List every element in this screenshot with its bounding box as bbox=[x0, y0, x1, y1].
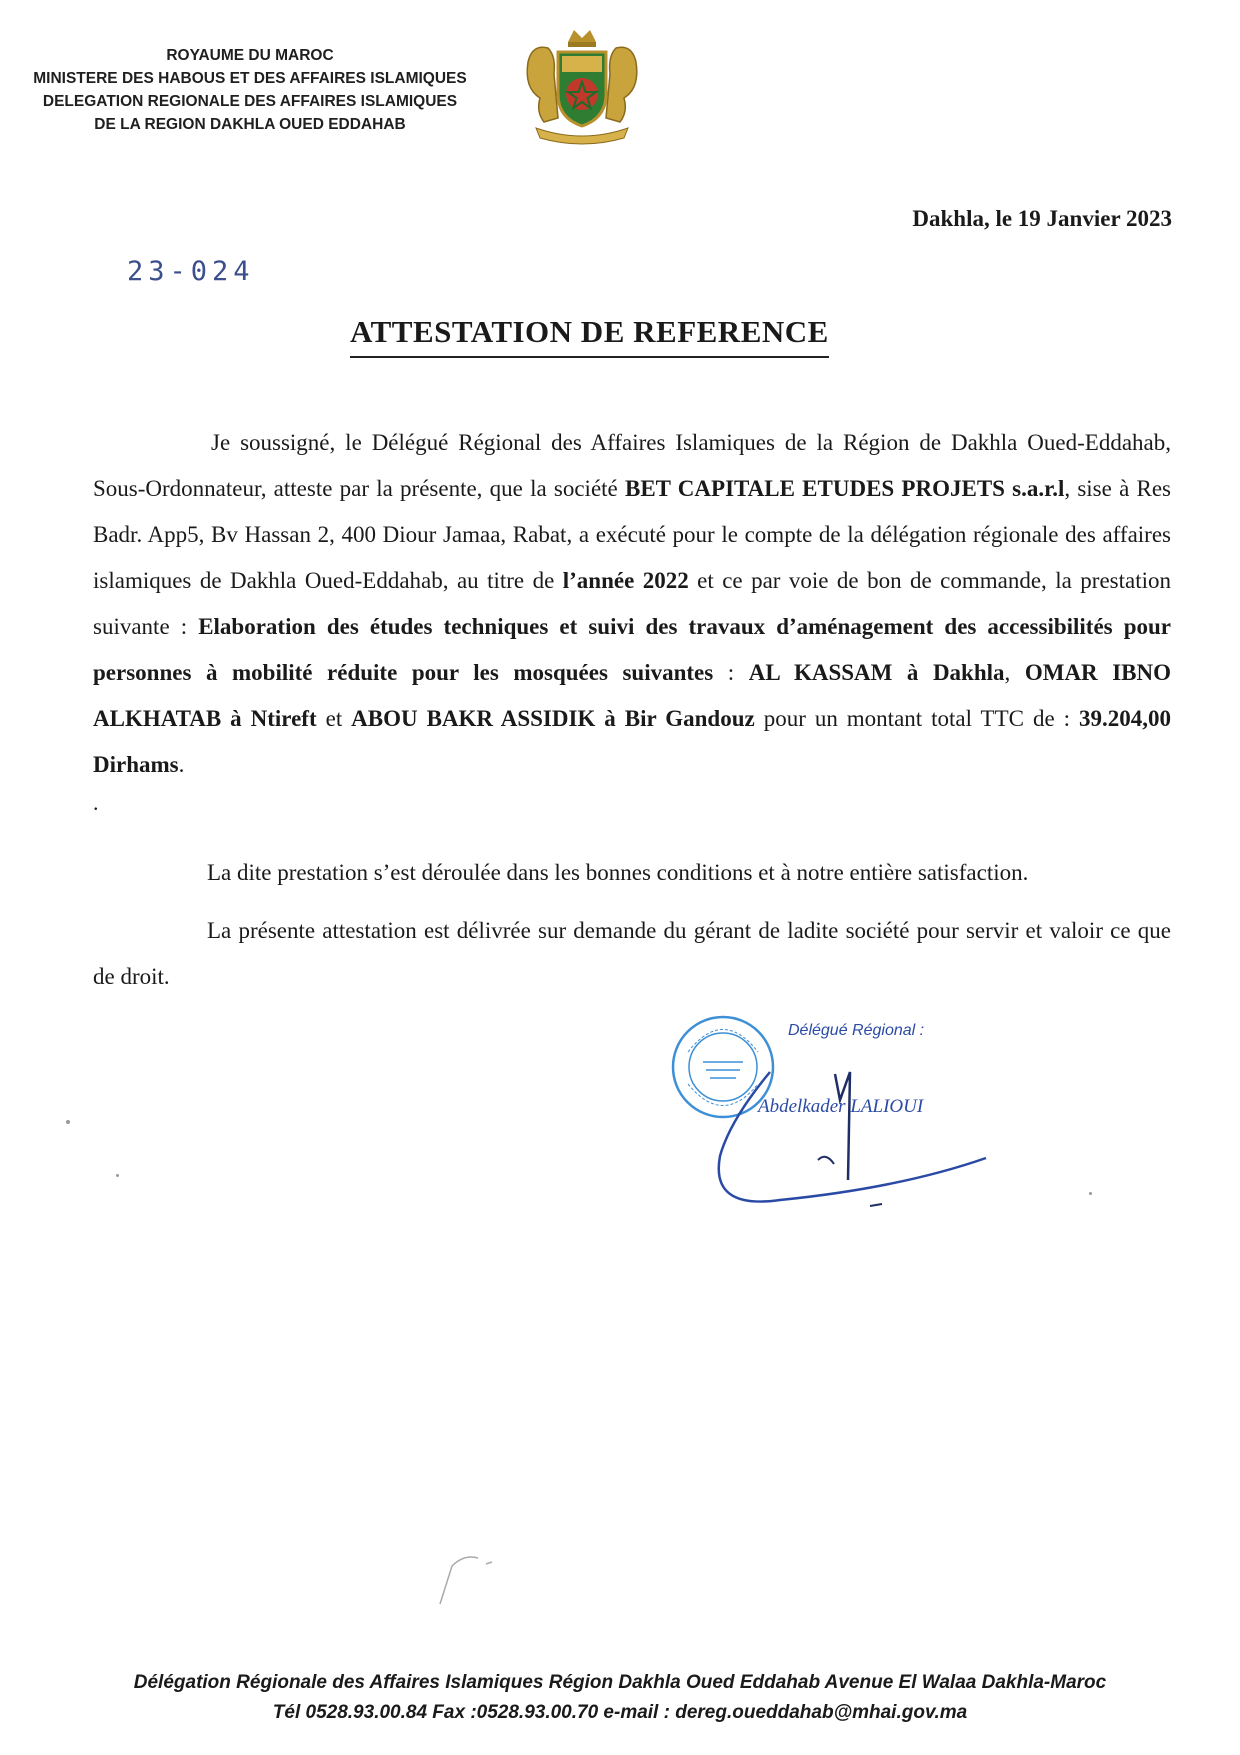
fiscal-year: l’année 2022 bbox=[562, 568, 689, 593]
stray-mark: . bbox=[93, 790, 99, 815]
letterhead-region: DE LA REGION DAKHLA OUED EDDAHAB bbox=[94, 116, 406, 133]
reference-number: 23-024 bbox=[127, 256, 255, 287]
service-description: Elaboration des études techniques et suivi des travaux d’aménagement des accessibilités pour personnes à mobilité réduite pour les mosquées suivantes bbox=[93, 614, 1171, 685]
p1-text-3: et ce par voie de bon de commande, la prestation suivante : bbox=[93, 568, 1171, 639]
attestation-paragraph-3: La présente attestation est délivrée sur demande du gérant de ladite société pour servir et valoir ce que de droit. bbox=[93, 918, 1171, 989]
p1-text-6: et bbox=[316, 706, 352, 731]
attestation-paragraph-2: La dite prestation s’est déroulée dans les bonnes conditions et à notre entière satisfaction. bbox=[207, 860, 1029, 885]
scan-speck bbox=[116, 1174, 119, 1177]
footer-address: Délégation Régionale des Affaires Islamiques Région Dakhla Oued Eddahab Avenue El Walaa Dakhla-Maroc bbox=[133, 1672, 1107, 1693]
total-amount: 39.204,00 Dirhams bbox=[93, 706, 1171, 777]
signatory-title: Délégué Régional : bbox=[788, 1022, 925, 1039]
scan-speck bbox=[66, 1120, 70, 1124]
p1-text-8: . bbox=[178, 752, 185, 777]
footer-contact: Tél 0528.93.00.84 Fax :0528.93.00.70 e-mail : dereg.oueddahab@mhai.gov.ma bbox=[272, 1702, 968, 1723]
letterhead bbox=[30, 44, 470, 136]
company-suffix: s.a.r.l bbox=[1004, 476, 1065, 501]
royal-coat-of-arms-icon bbox=[518, 22, 646, 150]
letterhead-kingdom: ROYAUME DU MAROC bbox=[166, 47, 334, 64]
document-date: Dakhla, le 19 Janvier 2023 bbox=[912, 206, 1172, 231]
document-title: ATTESTATION DE REFERENCE bbox=[350, 314, 829, 358]
p1-text-1: Je soussigné, le Délégué Régional des Affaires Islamiques de la Région de Dakhla Oued-Eddahab, Sous-Ordonnateur, atteste par la présente, que la société bbox=[93, 430, 1171, 501]
company-name: BET CAPITALE ETUDES PROJETS bbox=[624, 476, 1005, 501]
signatory-name: Abdelkader LALIOUI bbox=[758, 1096, 924, 1117]
p1-text-7: pour un montant total TTC de : bbox=[754, 706, 1079, 731]
mosque-1: AL KASSAM à Dakhla bbox=[748, 660, 1005, 685]
scan-speck bbox=[1089, 1192, 1092, 1195]
attestation-paragraph-1 bbox=[93, 420, 1171, 788]
pencil-mark-icon bbox=[430, 1546, 520, 1606]
mosque-2: OMAR IBNO ALKHATAB à Ntireft bbox=[93, 660, 1172, 731]
mosque-3: ABOU BAKR ASSIDIK à Bir Gandouz bbox=[351, 706, 755, 731]
document-footer bbox=[0, 1668, 1240, 1728]
letterhead-ministry: MINISTERE DES HABOUS ET DES AFFAIRES ISLAMIQUES bbox=[33, 70, 467, 87]
handwritten-signature-icon bbox=[700, 1060, 1000, 1220]
letterhead-delegation: DELEGATION REGIONALE DES AFFAIRES ISLAMIQUES bbox=[42, 93, 458, 110]
p1-text-2: , sise à Res Badr. App5, Bv Hassan 2, 400 Diour Jamaa, Rabat, a exécuté pour le compte de la délégation régionale des affaires islamiques de Dakhla Oued-Eddahab, au titre de bbox=[93, 476, 1171, 593]
p1-text-5: , bbox=[1004, 660, 1025, 685]
p1-text-4: : bbox=[713, 660, 749, 685]
